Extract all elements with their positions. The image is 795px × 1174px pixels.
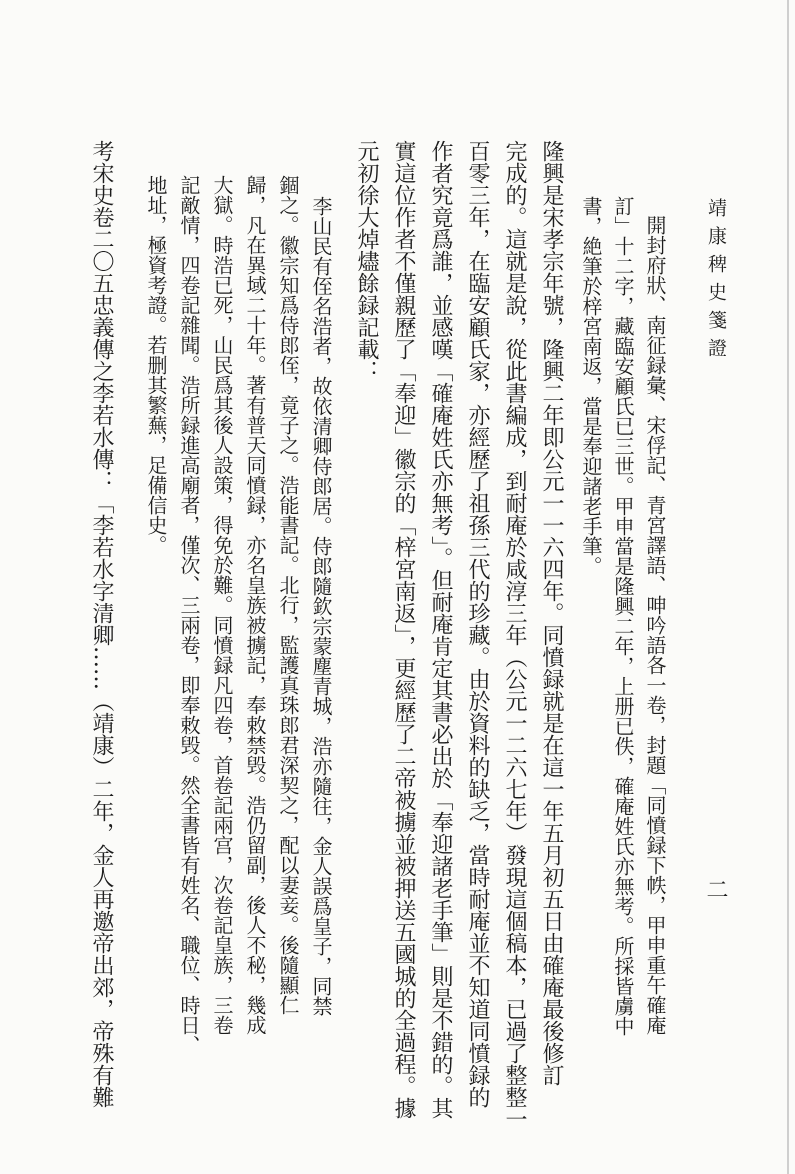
quote-column-2: 錮之。徽宗知爲侍郎侄，竟子之。浩能書記。北行，監護真珠郎君深契之，配以妻妾。後隨顯仁 [276,175,300,1015]
text-column-6: 百零三年，在臨安顧氏家，亦經歷了祖孫三代的珍藏。由於資料的缺乏，當時耐庵並不知道同憤録的 [465,140,490,1108]
text-column-8: 實這位作者不僅親歷了「奉迎」徽宗的「梓宮南返」，更經歷了二帝被擄並被押送五國城的全過程。據 [391,140,416,1119]
text-column-3: 書，絶筆於梓宮南返，當是奉迎諸老手筆。 [579,196,603,576]
quote-column-1: 李山民有侄名浩者，故依清卿侍郎居。侍郎隨欽宗蒙塵青城，浩亦隨往，金人誤爲皇子，同禁 [309,196,333,1016]
quote-column-5: 記敵情，四卷記雜聞。浩所録進高廟者，僅次、三兩卷，即奉敕毁。然全書皆有姓名、職位、時日、 [177,175,201,1055]
text-column-4: 隆興是宋孝宗年號，隆興二年即公元一一六四年。同憤録就是在這一年五月初五日由確庵最後修訂 [539,140,564,1086]
text-column-1: 開封府狀、南征録彙、宋俘記、青宮譯語、呻吟語各一卷，封題「同憤録下帙，甲申重午確庵 [643,215,667,1035]
quote-column-4: 大獄。時浩已死，山民爲其後人設策，得免於難。同憤録凡四卷，首卷記兩宫，次卷記皇族，三卷 [210,175,234,1035]
text-column-2: 訂」十二字，藏臨安顧氏已三世。甲申當是隆興二年，上册已佚，確庵姓氏亦無考。所採皆虜中 [611,196,635,1036]
quote-column-6: 地址，極資考證。若删其繁蕪，足備信史。 [144,175,168,555]
page-edge-line [787,0,789,1174]
running-header: 靖康稗史箋證 [705,198,727,366]
page-number: 二 [703,878,728,900]
quote-column-3: 歸，凡在異域二十年。著有普天同憤録，亦名皇族被擄記，奉敕禁毁。浩仍留副，後人不秘，幾成 [243,175,267,1035]
text-column-10: 考宋史卷二〇五忠義傳之李若水傳：「李若水字清卿……（靖康）二年，金人再邀帝出郊，帝殊有難 [89,140,114,1108]
text-column-5: 完成的。這就是說，從此書編成，到耐庵於咸淳三年（公元一二六七年）發現這個稿本，已過了整整一 [502,140,527,1130]
text-column-9: 元初徐大焯燼餘録記載： [354,140,379,382]
text-column-7: 作者究竟爲誰，並感嘆「確庵姓氏亦無考」。但耐庵肯定其書必出於「奉迎諸老手筆」則是不錯的。其 [428,140,453,1119]
